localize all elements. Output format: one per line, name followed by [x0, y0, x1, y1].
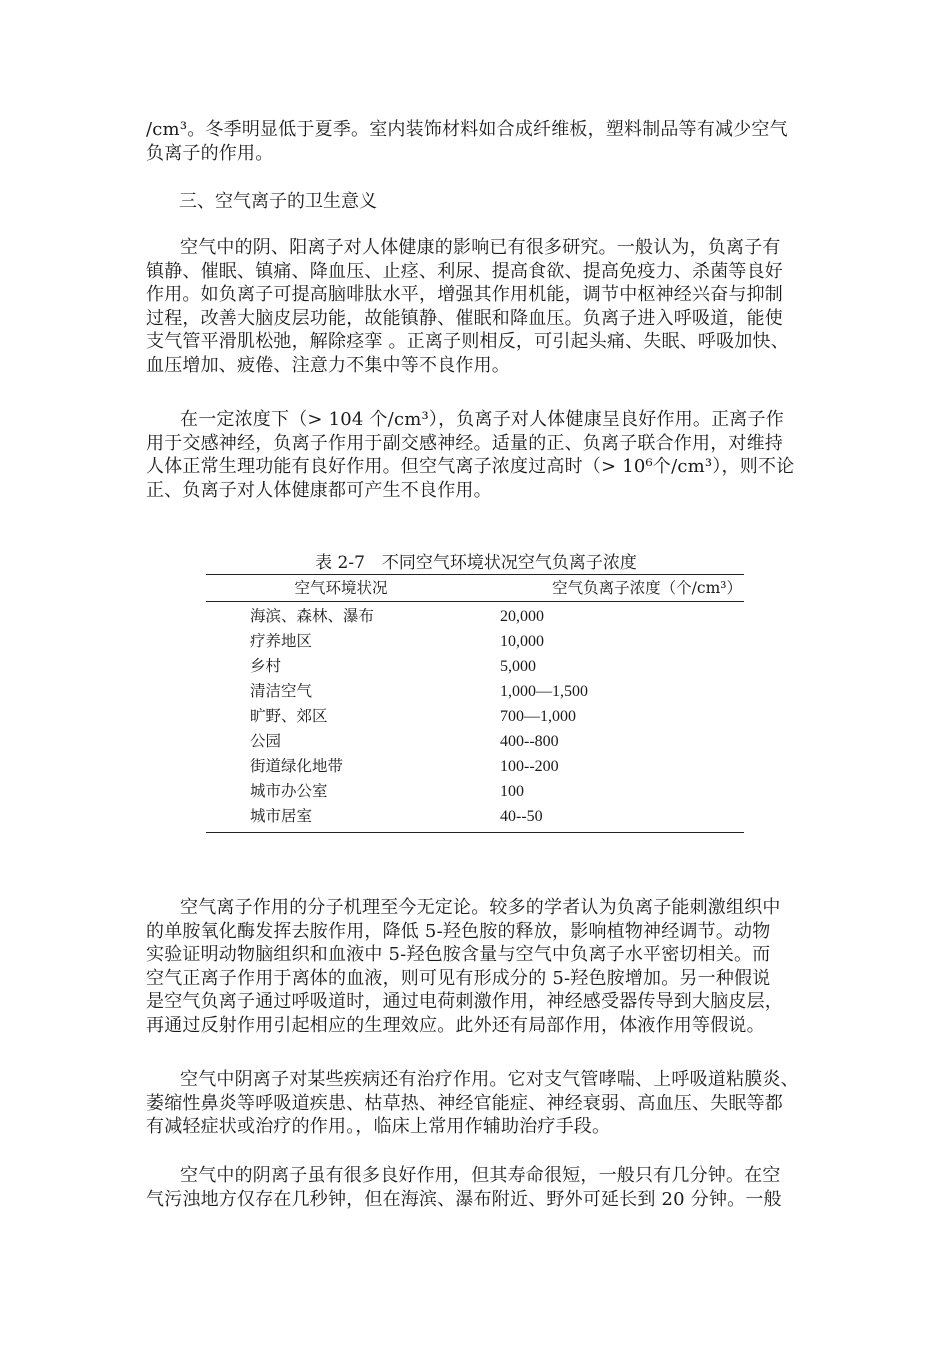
paragraph-mechanism — [146, 896, 810, 1037]
text-line: 支气管平滑肌松弛，解除痉挛 。正离子则相反，可引起头痛、失眠、呼吸加快、 — [146, 331, 789, 352]
text-line: 空气正离子作用于离体的血液，则可见有形成分的 5-羟色胺增加。另一种假说 — [146, 967, 771, 989]
table-row — [206, 604, 744, 629]
text-line: 有减轻症状或治疗的作用。，临床上常用作辅助治疗手段。 — [146, 1116, 611, 1137]
table-row — [206, 629, 744, 654]
cell-concentration: 100--200 — [500, 758, 559, 775]
text-line: 的单胺氧化酶发挥去胺作用，降低 5-羟色胺的释放，影响植物神经调节。动物 — [146, 920, 771, 942]
table-row — [206, 729, 744, 754]
column-header-environment: 空气环境状况 — [294, 579, 388, 597]
ion-concentration-table — [206, 574, 744, 833]
table-caption: 表 2-7 不同空气环境状况空气负离子浓度 — [315, 553, 637, 573]
paragraph-health-effects — [146, 236, 810, 377]
cell-environment: 城市办公室 — [250, 782, 328, 800]
text-line: /cm³。冬季明显低于夏季。室内装饰材料如合成纤维板，塑料制品等有减少空气 — [146, 119, 788, 140]
text-line: 正、负离子对人体健康都可产生不良作用。 — [146, 479, 492, 501]
table-header-row — [206, 575, 744, 602]
cell-concentration: 5,000 — [500, 658, 536, 675]
table-row — [206, 804, 744, 829]
cell-concentration: 1,000—1,500 — [500, 683, 588, 700]
text-line: 萎缩性鼻炎等呼吸道疾患、枯草热、神经官能症、神经衰弱、高血压、失眠等都 — [146, 1092, 783, 1114]
paragraph-lifespan — [146, 1164, 810, 1211]
text-line: 再通过反射作用引起相应的生理效应。此外还有局部作用，体液作用等假说。 — [146, 1014, 765, 1036]
cell-concentration: 400--800 — [500, 733, 559, 750]
cell-concentration: 20,000 — [500, 608, 544, 625]
table-body — [206, 602, 744, 832]
text-line: 实验证明动物脑组织和血液中 5-羟色胺含量与空气中负离子水平密切相关。而 — [146, 944, 771, 965]
text-line: 用于交感神经，负离子作用于副交感神经。适量的正、负离子联合作用，对维持 — [146, 432, 783, 454]
text-line: 空气中阴离子对某些疾病还有治疗作用。它对支气管哮喘、上呼吸道粘膜炎、 — [180, 1069, 799, 1090]
cell-environment: 街道绿化地带 — [250, 757, 344, 775]
cell-environment: 城市居室 — [250, 807, 313, 825]
text-line: 人体正常生理功能有良好作用。但空气离子浓度过高时（> 10⁶个/cm³），则不论 — [146, 456, 795, 477]
cell-environment: 海滨、森林、瀑布 — [250, 607, 375, 625]
text-line: 镇静、催眠、镇痛、降血压、止痉、利尿、提高食欲、提高免疫力、杀菌等良好 — [146, 260, 783, 282]
table-row — [206, 654, 744, 679]
text-line: 过程，改善大脑皮层功能，故能镇静、催眠和降血压。负离子进入呼吸道，能使 — [146, 307, 783, 329]
paragraph-therapy — [146, 1068, 810, 1139]
text-line: 负离子的作用。 — [146, 142, 274, 164]
text-line: 空气离子作用的分子机理至今无定论。较多的学者认为负离子能刺激组织中 — [180, 897, 781, 918]
paragraph-concentration — [146, 408, 810, 502]
table-row — [206, 754, 744, 779]
cell-concentration: 40--50 — [500, 808, 543, 825]
text-line: 空气中的阴、阳离子对人体健康的影响已有很多研究。一般认为，负离子有 — [180, 237, 781, 258]
table-row — [206, 679, 744, 704]
text-line: 空气中的阴离子虽有很多良好作用，但其寿命很短，一般只有几分钟。在空 — [180, 1165, 781, 1186]
cell-environment: 公园 — [250, 732, 282, 750]
cell-environment: 乡村 — [250, 657, 282, 675]
cell-environment: 清洁空气 — [250, 682, 313, 700]
text-line: 是空气负离子通过呼吸道时，通过电荷刺激作用，神经感受器传导到大脑皮层， — [146, 991, 783, 1012]
cell-concentration: 10,000 — [500, 633, 544, 650]
column-header-concentration: 空气负离子浓度（个/cm³） — [552, 579, 742, 597]
cell-concentration: 700—1,000 — [500, 708, 576, 725]
text-line: 气污浊地方仅存在几秒钟，但在海滨、瀑布附近、野外可延长到 20 分钟。一般 — [146, 1188, 782, 1210]
text-line: 作用。如负离子可提高脑啡肽水平，增强其作用机能，调节中枢神经兴奋与抑制 — [146, 284, 783, 305]
table-row — [206, 704, 744, 729]
paragraph-continued — [146, 118, 810, 165]
table-row — [206, 779, 744, 804]
text-line: 血压增加、疲倦、注意力不集中等不良作用。 — [146, 354, 510, 376]
cell-environment: 疗养地区 — [250, 632, 313, 650]
cell-environment: 旷野、郊区 — [250, 707, 328, 725]
text-line: 在一定浓度下（> 104 个/cm³），负离子对人体健康呈良好作用。正离子作 — [180, 409, 784, 430]
cell-concentration: 100 — [500, 783, 524, 800]
section-heading: 三、空气离子的卫生意义 — [179, 191, 377, 212]
